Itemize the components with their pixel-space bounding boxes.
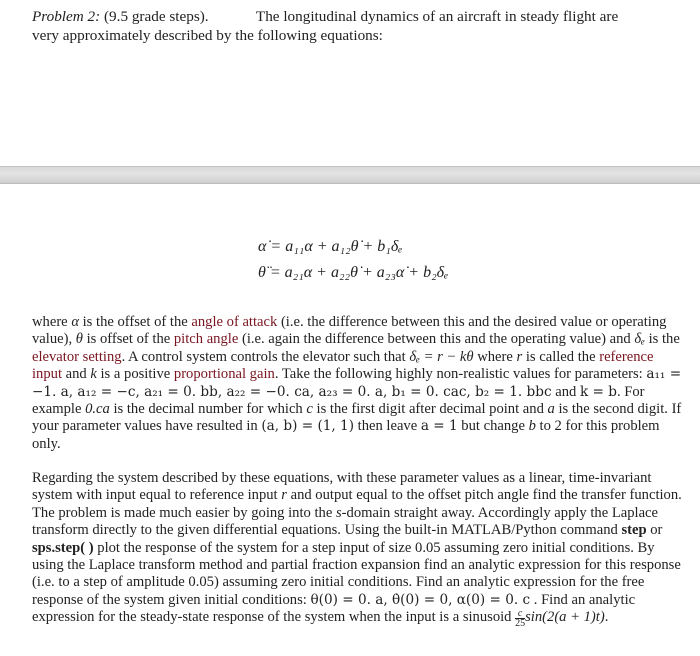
paragraph-tasks: Regarding the system described by these equations, with these parameter values as a linear, time-invariant system with input equal to reference input r and output equal to the offset pitch angle find the transfer function. The problem is made much easier by going into the s-domain straight away. Accordingly apply the Laplace transform directly to the given differential equations. Using the built-in MATLAB/Python command step or sps.step( ) plot the response of the system for a step input of size 0.05 assuming zero initial conditions. By using the Laplace transform method and partial fraction expansion find an analytic expression for this response (i.e. to a step of amplitude 0.05) assuming zero initial conditions. Find an analytic expression for the free response of the system given initial conditions: θ(0) = 0. a, θ̇(0) = 0, α(0) = 0. c . Find an analytic expression for the steady-state response of the system when the input is a sinusoid $\frac{c}{25}$ sin(2(a + 1)t). [32,470,682,630]
symbol-theta: θ [75,331,83,348]
control-law: δₑ = r − kθ [409,348,474,365]
gain-value: k = b [579,383,617,400]
parameter-values: a₁₁ = −1. a, a₁₂ = −c, a₂₁ = 0. bb, a₂₂ = −0. ca, a₂₃ = 0. a, b₁ = 0. cac, b₂ = 1. bbc [32,366,682,400]
keyword-reference-input: reference input [32,348,654,383]
problem-label: Problem 2: [32,8,101,25]
intro-line-1: The longitudinal dynamics of an aircraft in steady flight are [255,8,619,25]
symbol-delta-e: δₑ [634,331,645,348]
symbol-k: k [90,366,97,383]
equation-alpha-dot: α̇ = a₁₁α + a₁₂θ̇ + b₁δₑ [258,238,403,255]
symbol-c: c [306,401,313,418]
sinusoid-expression: sin(2(a + 1)t) [525,609,605,626]
problem-grade: (9.5 grade steps). [104,8,209,25]
sinusoid-fraction [515,609,525,628]
a-equals-1: a = 1 [420,418,458,435]
symbol-r: r [516,348,523,365]
keyword-angle-of-attack: angle of attack [191,314,278,330]
symbol-a: a [547,401,555,418]
keyword-elevator-setting: elevator setting [32,348,122,365]
pair-ab: (a, b) = (1, 1) [261,418,354,435]
page-separator [0,166,700,184]
paragraph-definitions: where α is the offset of the angle of attack (i.e. the difference between this and the desired value or operating value), θ is offset of the pitch angle (i.e. again the difference between this and the operating value) and δₑ is the elevator setting. A control system controls the elevator such that δₑ = r − kθ where r is called the reference input and k is a positive proportional gain. Take the following highly non-realistic values for parameters: a₁₁ = −1. a, a₁₂ = −c, a₂₁ = 0. bb, a₂₂ = −0. ca, a₂₃ = 0. a, b₁ = 0. cac, b₂ = 1. bbc and k = b. For example 0.ca is the decimal number for which c is the first digit after decimal point and a is the second digit. If your parameter values have resulted in (a, b) = (1, 1) then leave a = 1 but change b to 2 for this problem only. [32,314,682,452]
equation-theta-ddot: θ̈ = a₂₁α + a₂₂θ̇ + a₂₃α̇ + b₂δₑ [258,264,449,281]
example-ca: 0.ca [85,401,110,418]
symbol-b: b [528,418,536,435]
symbol-alpha: α [71,314,79,330]
keyword-pitch-angle: pitch angle [173,331,239,348]
intro-line-2: very approximately described by the following equations: [32,27,383,44]
initial-conditions: θ(0) = 0. a, θ̇(0) = 0, α(0) = 0. c [310,591,531,608]
fraction-denominator: 25 [515,618,526,630]
symbol-s: s [335,504,342,521]
command-sps-step: sps.step( ) [32,539,94,556]
equation-block [258,234,448,286]
fraction-numerator: c [515,609,525,619]
symbol-r: r [281,487,287,504]
command-step: step [621,522,647,539]
keyword-proportional-gain: proportional gain [173,366,275,383]
problem-intro [32,7,682,45]
